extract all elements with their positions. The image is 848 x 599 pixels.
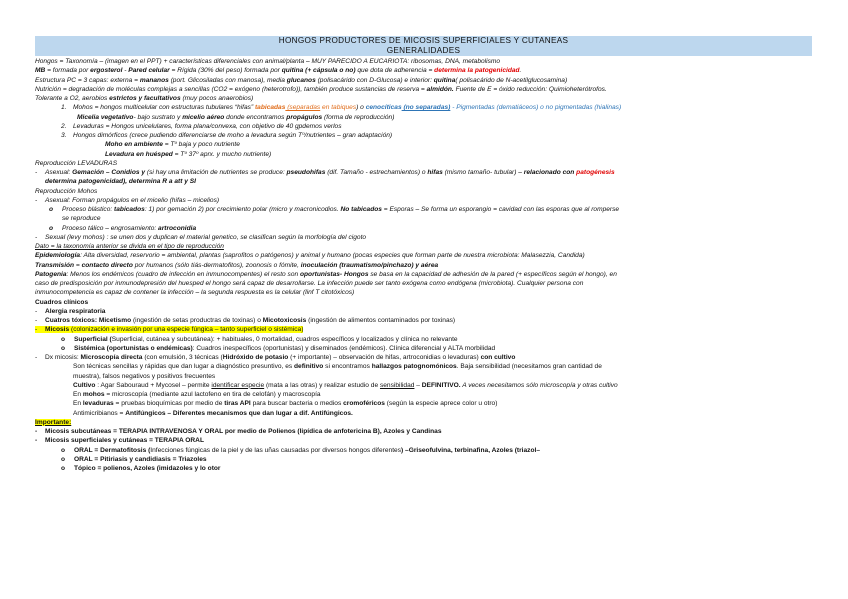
document-subtitle: GENERALIDADES	[386, 46, 461, 55]
line-cuadros-toxicos: - Cuatros tóxicos: Micetismo (ingestión de setas productras de toxinas) o Micotoxicosis (ingestión de alimentos contaminados por toxinas)	[35, 317, 456, 324]
line-nutrition: Nutrición = degradación de moléculas complejas a sencillas (CO2 = exógeno (heterotrofo)), también produce sustancias de reserva = almidón. Fuente de E = óxido reducción: Quimioheterótrofos.	[35, 85, 607, 93]
line-dato: Dato = la taxonomía anterior se divida en el tipo de reproducción	[35, 243, 224, 250]
line-patogenia: Patogenia: Menos los endémicos (cuadro de infección en inmunocompentes) el resto son oportunistas- Hongos se basa en la capacidad de adhesión de la pared (+ específicos según el hongo), en	[35, 270, 617, 278]
list-item-dimorficos: 3. Hongos dimórficos (crece pudiendo diferenciarse de moho a levadura según Tº/nutrientes – gran adaptación)	[61, 132, 393, 139]
line-proceso-talico: o Proceso tálico – engrosamiento: artroconidia	[49, 224, 197, 232]
line-moho-ambiente: Moho en ambiente = Tº baja y poco nutriente	[105, 141, 240, 149]
list-item-levaduras: 2. Levaduras = Hongos unicelulares, forma plana/convexa, con objetivo de 40 gpdemos verlos	[61, 122, 342, 130]
line-sistemica: o Sistémica (oportunistas o endémicas): Cuadros inespecíficos (oportunistas) y diseminados (endémicos). Clínica diferencial y ALTA morbilidad	[61, 344, 496, 352]
line-patogenicidad: determina patogenicidad), determina R a att y SI	[45, 178, 196, 186]
list-item-mohos: 1. Mohos = hongos multicelular con estructuras tubulares “hifas” tabicadas (separadas en tabiques) o cenocíticas (no separadas) - Pigmentadas (dematiáceos) o no pigmentadas (hialinas)	[61, 104, 622, 112]
line-cell-wall: Estructura PC = 3 capas: externa = mananos (port. Glicosiladas con manosa), media glucanos (polisacárido con D-Glucosa) e interior: quitina( polisacárido de N-acetilglucosamina)	[35, 76, 568, 84]
line-dx-micosis: - Dx micosis: Microscopía directa (con emulsión, 3 técnicas (Hidróxido de potasio (+ importante) – observación de hifas, artroconidias o levaduras) con cultivo	[35, 354, 516, 361]
line-en-mohos: En mohos = microscopía (mediante azul lactofeno en tira de celofán) y macroscopía	[73, 391, 321, 398]
line-oral-pitiriasis: o ORAL = Pitiriasis y candidiasis = Triazoles	[61, 455, 207, 463]
title-banner	[35, 36, 812, 56]
line-tecnicas-cont: muestra), falsos negativos y positivos frecuentes	[73, 372, 216, 380]
line-levadura-huesped: Levadura en huésped = Tº 37º aprx. y mucho nutriente)	[105, 150, 272, 158]
line-topico: o Tópico = polienos, Azoles (imidazoles y lo otor	[61, 465, 221, 472]
line-micosis-superficiales: - Micosis superficiales y cutáneas = TERAPIA ORAL	[35, 437, 204, 445]
heading-importante: Importante:	[35, 418, 72, 426]
line-oral-dermatofitosis: o ORAL = Dermatofitosis (Infecciones fúngicas de la piel y de las uñas causadas por diversos hongos diferentes) –Griseofulvina, terbinafina, Azoles (triazol–	[61, 446, 540, 454]
line-epidemiologia: Epidemiología: Alta diversidad, reservorio = ambiental, plantas (saprofitos o patógenos) y animal y humano (pocas especies que forman parte de nuestra microbiota: Malasezzia, Candida)	[35, 252, 585, 260]
line-superficial: o Superficial (Superficial, cutánea y subcutánea): + habituales, 0 mortalidad, cuadros específicos y localizados y clínica no relevante	[61, 335, 458, 343]
line-transmision: Transmisión = contacto directo por humanos (sólo tiás-dermatofitos), zoonosis o fómite, inoculación (traumatismo/pinchazo) y aérea	[35, 261, 439, 269]
line-asexual-levaduras: - Asexual: Gemación – Conidios y (si hay una limitación de nutrientes se produce: pseudohifas (dif. Tamaño - estrechamientos) o hifas (mismo tamaño- tubular) – relacionado con patogénesis	[35, 169, 615, 176]
line-patogenia-cont-1: caso de predisposición por inmunodepresión del huesped el hongo será capaz de desarrollarse. La infección puede ser tanto exógena como endógena (microbiota). Cualquier persona con	[35, 280, 584, 287]
line-alergia: - Alergia respiratoria	[35, 307, 106, 315]
document-title: HONGOS PRODUCTORES DE MICOSIS SUPERFICIALES Y CUTANEAS	[278, 36, 569, 45]
line-cultivo: Cultivo : Agar Sabouraud + Mycosel – permite identificar especie (mata a las otras) y realizar estudio de sensibilidad – DEFINITIVO. A veces necesitamos sólo microscopía y otras cultivo	[73, 381, 618, 389]
document-body	[35, 57, 835, 473]
line-membrane: MB = formada por ergosterol - Pared celular = Rígida (30% del peso) formada por quitina (+ cápsula o no) que dota de adherencia = determina la patogenicidad.	[35, 67, 522, 75]
line-asexual-mohos: - Asexual: Forman propágulos en el micelio (hifas – micelios)	[35, 196, 220, 204]
line-micosis: - Micosis (colonización e invasión por una especie fúngica – tanto superficiel o sistémica)	[35, 326, 304, 334]
line-patogenia-cont-2: inmunocompetencia es capaz de contener la infección – la segunda respuesta es la celular (linf T citotóxicos)	[35, 289, 355, 297]
line-antimicrobianos: Antimicribianos = Antifúngicos – Diferentes mecanismos que dan lugar a dif. Antifúngicos.	[73, 409, 353, 417]
line-sexual: - Sexual (levy mohos) : se unen dos y duplican el material genetico, se clasifican según la morfología del cigoto	[35, 233, 367, 241]
heading-reproduccion-mohos: Reproducción Mohos	[35, 187, 98, 195]
line-micosis-subcutaneas: - Micosis subcutáneas = TERAPIA INTRAVENOSA Y ORAL por medio de Polienos (lipídica de anfotericina B), Azoles y Candinas	[35, 428, 442, 435]
line-proceso-blastico: o Proceso blástico: tabicados: 1) por gemación 2) por crecimiento polar (micro y macronicodios. No tabicados = Esporas – Se forma un esporangio = cavidad con las esporas que al romperse	[49, 206, 620, 213]
line-oxygen: Tolerante a O2, aerobios estrictos y facultativos (muy pocos anaerobios)	[35, 95, 254, 102]
line-taxonomy: Hongos = Taxonomía – (imagen en el PPT) + características diferenciales con animal/planta – MUY PARECIDO A EUCARIOTA: ribosomas, DNA, metabolismo	[35, 58, 501, 65]
heading-reproduccion-levaduras: Reproducción LEVADURAS	[35, 159, 118, 167]
line-tecnicas: Son técnicas sencillas y rápidas que dan lugar a diagnóstico presuntivo, es definitivo si encontramos hallazgos patognomónicos. Baja sensibilidad (necesitamos gran cantidad de	[73, 363, 602, 371]
line-micelio: Micelia vegetativo- bajo sustrato y micelio aéreo donde encontramos propágulos (forma de reproducción)	[77, 113, 395, 121]
line-en-levaduras: En levaduras = pruebas bioquímicas por medio de tiras API para buscar bacteria o medios cromoféricos (según la especie aprece color u otro)	[73, 400, 498, 408]
heading-cuadros-clinicos: Cuadros clínicos	[35, 298, 89, 306]
line-se-reproduce: se reproduce	[62, 215, 101, 223]
